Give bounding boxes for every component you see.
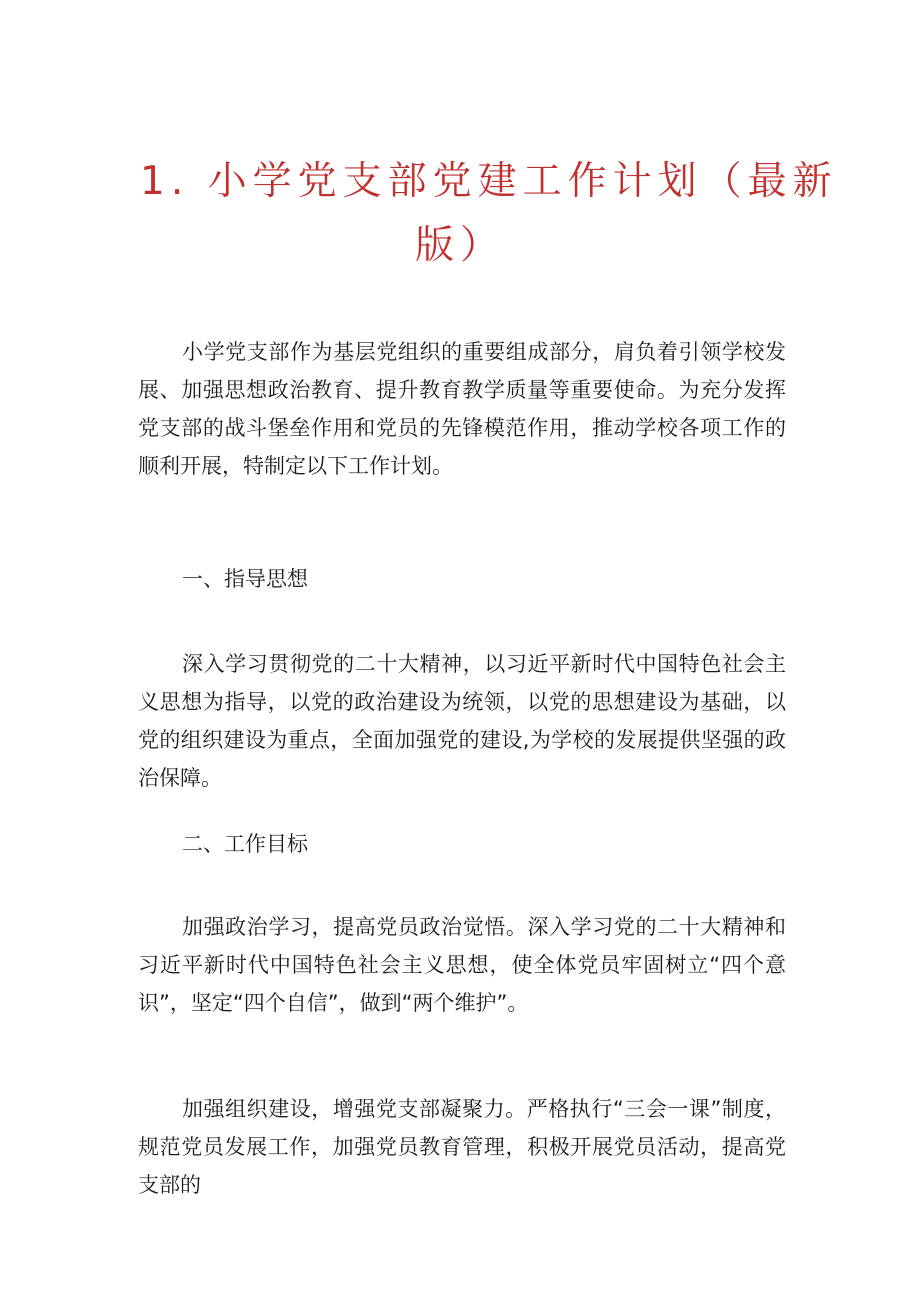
section-heading-work-goals: 二、工作目标 (182, 832, 308, 856)
goal-paragraph-political-study: 加强政治学习，提高党员政治觉悟。深入学习党的二十大精神和习近平新时代中国特色社会主义思想，使全体党员牢固树立“四个意识”，坚定“四个自信”，做到“两个维护”。 (138, 915, 786, 1015)
section-heading-guiding-ideology: 一、指导思想 (182, 567, 308, 591)
title-line-2: 版） (414, 223, 505, 268)
title-line-1: 1. 小学党支部党建工作计划（最新 (140, 159, 838, 204)
guiding-ideology-paragraph: 深入学习贯彻党的二十大精神，以习近平新时代中国特色社会主义思想为指导，以党的政治建设为统领，以党的思想建设为基础，以党的组织建设为重点，全面加强党的建设,为学校的发展提供坚强的政治保障。 (138, 652, 786, 790)
goal-paragraph-organization-building: 加强组织建设，增强党支部凝聚力。严格执行“三会一课”制度，规范党员发展工作，加强党员教育管理，积极开展党员活动，提高党支部的 (138, 1097, 786, 1197)
intro-paragraph: 小学党支部作为基层党组织的重要组成部分，肩负着引领学校发展、加强思想政治教育、提升教育教学质量等重要使命。为充分发挥党支部的战斗堡垒作用和党员的先锋模范作用，推动学校各项工作的顺利开展，特制定以下工作计划。 (138, 340, 786, 478)
document-title (140, 150, 838, 278)
